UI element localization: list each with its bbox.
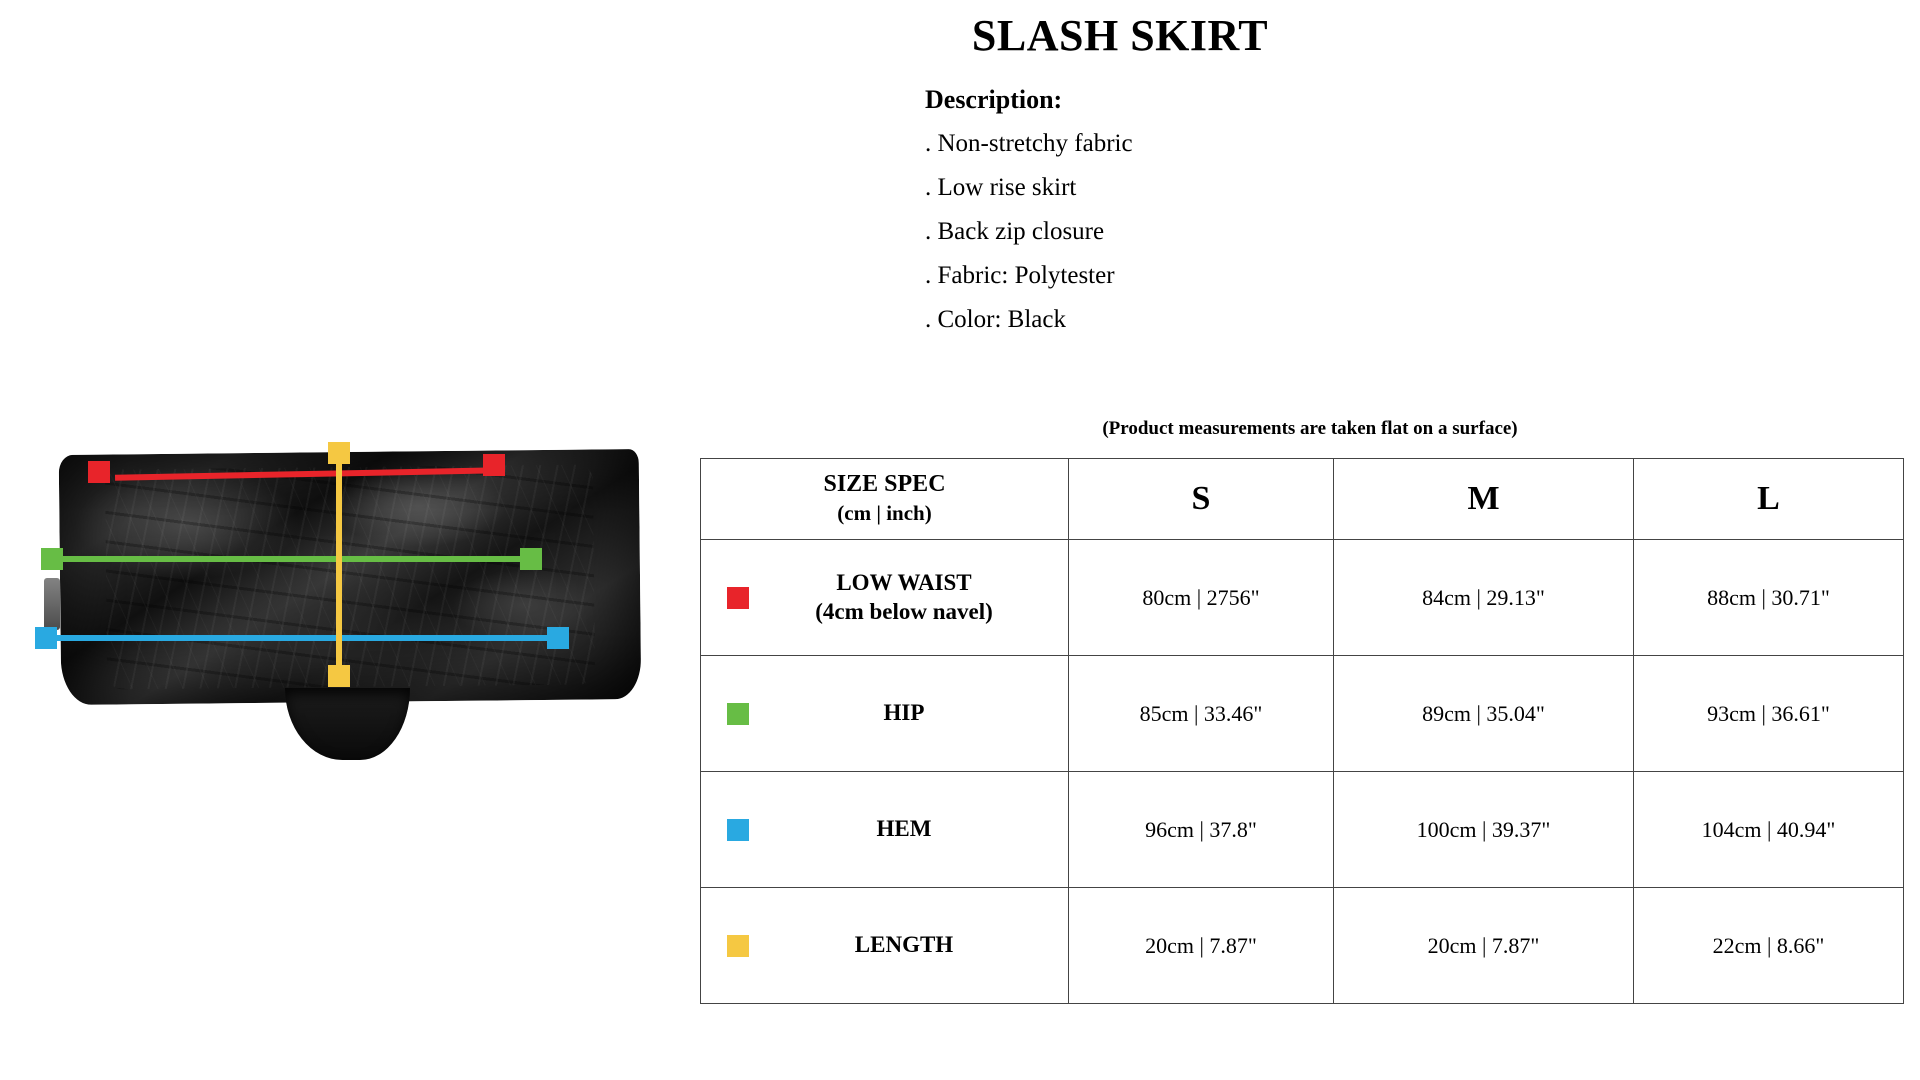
description-block: [925, 78, 1133, 342]
description-line-4: . Fabric: Polytester: [925, 262, 1115, 289]
cell-hem-l: 104cm | 40.94": [1634, 772, 1904, 888]
header-size-l: L: [1634, 459, 1904, 540]
cell-low-waist-s: 80cm | 2756": [1069, 540, 1334, 656]
hip-measure-line: [55, 556, 535, 562]
size-spec-table: [700, 458, 1904, 1004]
header-size-spec-main: SIZE SPEC: [823, 471, 946, 498]
yellow-swatch: [727, 935, 749, 957]
header-size-s: S: [1069, 459, 1334, 540]
description-line-1: . Non-stretchy fabric: [925, 130, 1133, 157]
green-swatch: [727, 703, 749, 725]
cell-length-m: 20cm | 7.87": [1334, 888, 1634, 1004]
product-photo: [30, 430, 680, 790]
cell-length-l: 22cm | 8.66": [1634, 888, 1904, 1004]
row-label-hip: [701, 656, 1069, 772]
table-row: [701, 656, 1904, 772]
row-label-text: HEM: [876, 816, 932, 842]
low-waist-marker-left: [88, 461, 110, 483]
skirt-care-tag: [44, 578, 60, 630]
table-row: [701, 888, 1904, 1004]
skirt-gusset: [285, 688, 410, 760]
cell-hem-m: 100cm | 39.37": [1334, 772, 1634, 888]
cell-length-s: 20cm | 7.87": [1069, 888, 1334, 1004]
hem-marker-right: [547, 627, 569, 649]
table-row: [701, 540, 1904, 656]
row-label-length: [701, 888, 1069, 1004]
cell-hem-s: 96cm | 37.8": [1069, 772, 1334, 888]
row-label-text: LOW WAIST: [836, 569, 972, 595]
skirt-image: [59, 449, 642, 705]
header-size-spec-sub: (cm | inch): [837, 501, 932, 525]
row-label-hem: [701, 772, 1069, 888]
row-label-low-waist: [701, 540, 1069, 656]
hip-marker-right: [520, 548, 542, 570]
table-row: [701, 772, 1904, 888]
table-header-row: [701, 459, 1904, 540]
cell-hip-s: 85cm | 33.46": [1069, 656, 1334, 772]
blue-swatch: [727, 819, 749, 841]
cell-hip-m: 89cm | 35.04": [1334, 656, 1634, 772]
table-note: (Product measurements are taken flat on a surface): [1102, 418, 1518, 439]
length-measure-line: [336, 455, 342, 677]
hem-marker-left: [35, 627, 57, 649]
row-label-text: LENGTH: [854, 932, 954, 958]
cell-hip-l: 93cm | 36.61": [1634, 656, 1904, 772]
length-marker-top: [328, 442, 350, 464]
description-line-2: . Low rise skirt: [925, 174, 1077, 201]
cell-low-waist-l: 88cm | 30.71": [1634, 540, 1904, 656]
row-sublabel-text: (4cm below navel): [815, 598, 993, 624]
red-swatch: [727, 587, 749, 609]
cell-low-waist-m: 84cm | 29.13": [1334, 540, 1634, 656]
row-label-text: HIP: [883, 700, 925, 726]
description-line-5: . Color: Black: [925, 306, 1066, 333]
hip-marker-left: [41, 548, 63, 570]
header-size-spec: [701, 459, 1069, 540]
description-line-3: . Back zip closure: [925, 218, 1105, 245]
length-marker-bottom: [328, 665, 350, 687]
hem-measure-line: [48, 635, 560, 641]
low-waist-marker-right: [483, 454, 505, 476]
header-size-m: M: [1334, 459, 1634, 540]
page-title: SLASH SKIRT: [971, 11, 1269, 60]
description-heading: Description:: [925, 85, 1063, 114]
